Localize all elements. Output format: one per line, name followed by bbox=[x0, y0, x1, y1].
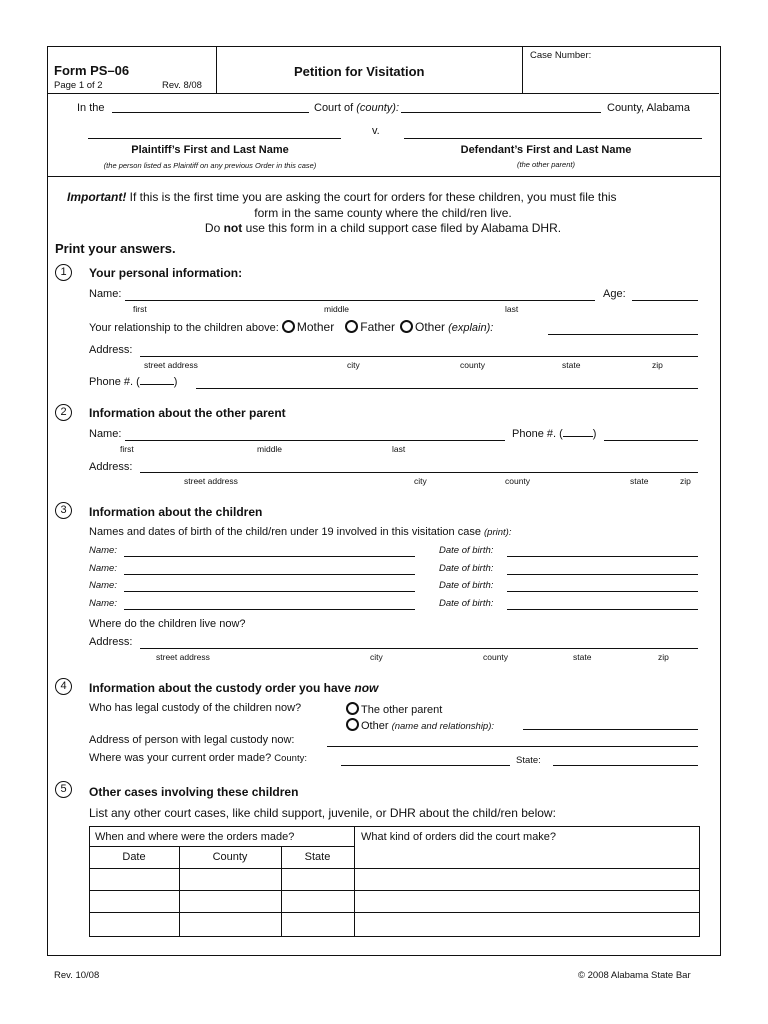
table-col-line bbox=[354, 826, 355, 936]
s2-phone-label: Phone #. ( ) bbox=[512, 428, 597, 440]
section-1-number: 1 bbox=[55, 264, 72, 281]
child-dob-label: Date of birth: bbox=[439, 598, 494, 609]
plaintiff-name-field[interactable] bbox=[88, 138, 341, 139]
s2-first-hint: first bbox=[120, 444, 134, 454]
child-dob-field[interactable] bbox=[507, 591, 698, 592]
col-when-header: When and where were the orders made? bbox=[95, 831, 295, 843]
s2-middle-hint: middle bbox=[257, 444, 283, 454]
section-3-number: 3 bbox=[55, 502, 72, 519]
father-radio[interactable] bbox=[345, 320, 358, 333]
in-the-label: In the bbox=[77, 102, 105, 114]
form-title: Petition for Visitation bbox=[294, 64, 425, 79]
section-4-title: Information about the custody order you have now bbox=[89, 681, 379, 695]
s4-state-field[interactable] bbox=[553, 765, 698, 766]
s2-state-hint: state bbox=[630, 476, 649, 486]
s5-intro: List any other court cases, like child support, juvenile, or DHR about the child/ren below: bbox=[89, 806, 556, 820]
page-count: Page 1 of 2 bbox=[54, 80, 103, 91]
s3-address-field[interactable] bbox=[140, 648, 698, 649]
table-row-line bbox=[89, 912, 699, 913]
s3-address-label: Address: bbox=[89, 636, 133, 648]
footer-copyright: © 2008 Alabama State Bar bbox=[578, 970, 691, 981]
county-field[interactable] bbox=[401, 112, 601, 113]
s4-county-field[interactable] bbox=[341, 765, 510, 766]
s1-street-hint: street address bbox=[144, 360, 198, 370]
col-date-header: Date bbox=[122, 851, 146, 863]
s3-intro: Names and dates of birth of the child/ren under 19 involved in this visitation case (print): bbox=[89, 526, 512, 538]
child-name-field[interactable] bbox=[124, 591, 415, 592]
child-dob-label: Date of birth: bbox=[439, 563, 494, 574]
mother-label: Mother bbox=[296, 320, 335, 334]
notice-line2: form in the same county where the child/ren live. bbox=[254, 206, 512, 220]
footer-rev: Rev. 10/08 bbox=[54, 970, 100, 981]
section-2-number: 2 bbox=[55, 404, 72, 421]
s1-last-hint: last bbox=[505, 304, 519, 314]
header-divider-1 bbox=[216, 46, 217, 93]
other-label: Other bbox=[415, 320, 446, 334]
s3-where-live: Where do the children live now? bbox=[89, 618, 246, 630]
s1-explain-field[interactable] bbox=[548, 334, 698, 335]
child-name-label: Name: bbox=[89, 598, 117, 609]
s4-state-label: State: bbox=[516, 755, 541, 766]
table-row-line bbox=[89, 846, 354, 847]
s1-relationship-row bbox=[89, 320, 493, 334]
explain-label: (explain): bbox=[448, 322, 494, 334]
s1-age-label: Age: bbox=[603, 288, 626, 300]
s2-phone-field[interactable] bbox=[604, 440, 698, 441]
county-alabama-label: County, Alabama bbox=[607, 102, 690, 114]
child-name-label: Name: bbox=[89, 563, 117, 574]
s4-address-custody: Address of person with legal custody now: bbox=[89, 734, 295, 746]
mother-radio[interactable] bbox=[282, 320, 295, 333]
s1-first-hint: first bbox=[133, 304, 147, 314]
father-label: Father bbox=[360, 320, 395, 334]
other-radio[interactable] bbox=[400, 320, 413, 333]
child-name-field[interactable] bbox=[124, 556, 415, 557]
s1-address-field[interactable] bbox=[140, 356, 698, 357]
child-dob-label: Date of birth: bbox=[439, 545, 494, 556]
s4-who-custody: Who has legal custody of the children now? bbox=[89, 702, 302, 714]
s2-zip-hint: zip bbox=[680, 476, 691, 486]
s1-phone-label: Phone #. ( ) bbox=[89, 376, 178, 388]
section-5-title: Other cases involving these children bbox=[89, 785, 299, 799]
defendant-note: (the other parent) bbox=[517, 160, 575, 169]
child-dob-field[interactable] bbox=[507, 556, 698, 557]
s1-phone-field[interactable] bbox=[196, 388, 698, 389]
s2-address-field[interactable] bbox=[140, 472, 698, 473]
section-5-number: 5 bbox=[55, 781, 72, 798]
s1-address-label: Address: bbox=[89, 344, 133, 356]
section-1-title: Your personal information: bbox=[89, 266, 243, 280]
header-divider-2 bbox=[522, 46, 523, 93]
child-dob-label: Date of birth: bbox=[439, 580, 494, 591]
s3-city-hint: city bbox=[370, 652, 383, 662]
defendant-name-field[interactable] bbox=[404, 138, 702, 139]
child-dob-field[interactable] bbox=[507, 574, 698, 575]
s3-state-hint: state bbox=[573, 652, 592, 662]
s2-address-label: Address: bbox=[89, 461, 133, 473]
col-county-header: County bbox=[212, 851, 248, 863]
plaintiff-note: (the person listed as Plaintiff on any previous Order in this case) bbox=[103, 161, 317, 170]
s4-other-field[interactable] bbox=[523, 729, 698, 730]
print-answers-heading: Print your answers. bbox=[55, 241, 176, 256]
s2-name-label: Name: bbox=[89, 428, 122, 440]
s1-relationship-label: Your relationship to the children above: bbox=[89, 322, 279, 334]
notice-line3: Do not use this form in a child support case filed by Alabama DHR. bbox=[204, 221, 562, 235]
s2-name-field[interactable] bbox=[125, 440, 505, 441]
s2-street-hint: street address bbox=[184, 476, 238, 486]
s1-state-hint: state bbox=[562, 360, 581, 370]
defendant-label: Defendant’s First and Last Name bbox=[460, 144, 632, 156]
form-id: Form PS–06 bbox=[54, 63, 130, 78]
child-name-label: Name: bbox=[89, 580, 117, 591]
s4-where-made: Where was your current order made? County: bbox=[89, 752, 307, 764]
s1-city-hint: city bbox=[347, 360, 360, 370]
s1-middle-hint: middle bbox=[324, 304, 350, 314]
s2-county-hint: county bbox=[505, 476, 531, 486]
s1-county-hint: county bbox=[460, 360, 486, 370]
s4-other-parent-option: The other parent bbox=[346, 702, 442, 716]
child-name-label: Name: bbox=[89, 545, 117, 556]
s3-county-hint: county bbox=[483, 652, 509, 662]
s3-street-hint: street address bbox=[156, 652, 210, 662]
plaintiff-label: Plaintiff’s First and Last Name bbox=[131, 144, 289, 156]
col-what-header: What kind of orders did the court make? bbox=[361, 831, 557, 843]
versus-label: v. bbox=[372, 125, 380, 137]
case-number-label: Case Number: bbox=[530, 50, 592, 61]
custody-other-radio[interactable] bbox=[346, 718, 359, 731]
other-parent-radio[interactable] bbox=[346, 702, 359, 715]
s3-zip-hint: zip bbox=[658, 652, 669, 662]
s1-age-field[interactable] bbox=[632, 300, 698, 301]
court-of-label: Court of (county): bbox=[314, 102, 399, 114]
form-rev: Rev. 8/08 bbox=[162, 80, 202, 91]
s1-name-field[interactable] bbox=[125, 300, 595, 301]
table-row-line bbox=[89, 890, 699, 891]
child-name-field[interactable] bbox=[124, 609, 415, 610]
section-4-number: 4 bbox=[55, 678, 72, 695]
child-dob-field[interactable] bbox=[507, 609, 698, 610]
s2-city-hint: city bbox=[414, 476, 427, 486]
section-2-title: Information about the other parent bbox=[89, 406, 286, 420]
s2-last-hint: last bbox=[392, 444, 406, 454]
s4-address-field[interactable] bbox=[327, 746, 698, 747]
child-name-field[interactable] bbox=[124, 574, 415, 575]
s1-name-label: Name: bbox=[89, 288, 122, 300]
section-3-title: Information about the children bbox=[89, 505, 263, 519]
court-type-field[interactable] bbox=[112, 112, 309, 113]
col-state-header: State bbox=[304, 851, 331, 863]
caption-divider bbox=[47, 176, 720, 177]
table-row-line bbox=[89, 868, 699, 869]
s1-zip-hint: zip bbox=[652, 360, 663, 370]
s4-other-option: Other (name and relationship): bbox=[346, 718, 494, 732]
notice-line1: Important! If this is the first time you are asking the court for orders for these children, you must file this bbox=[67, 190, 617, 204]
